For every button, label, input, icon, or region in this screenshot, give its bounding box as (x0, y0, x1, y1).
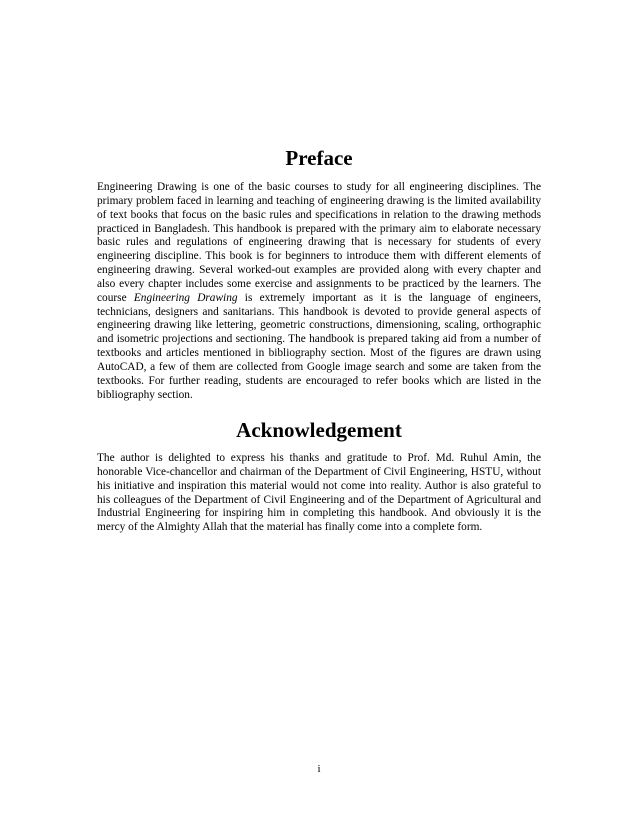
preface-text-part-2: is extremely important as it is the language of engineers, technicians, designers and sanitarians. This handbook is devoted to provide general aspects of engineering drawing like lettering, geometric constructions, dimensioning, scaling, orthographic and isometric projections and sectioning. The handbook is prepared taking aid from a number of textbooks and articles mentioned in bibliography section. Most of the figures are drawn using AutoCAD, a few of them are collected from Google image search and some are taken from the textbooks. For further reading, students are encouraged to refer books which are listed in the bibliography section. (97, 291, 541, 401)
course-name-italic: Engineering Drawing (133, 291, 238, 304)
acknowledgement-heading: Acknowledgement (236, 418, 402, 442)
preface-heading: Preface (285, 146, 353, 170)
preface-text-part-1: Engineering Drawing is one of the basic courses to study for all engineering disciplines. The primary problem faced in learning and teaching of engineering drawing is the limited availability of text books that focus on the basic rules and specifications in relation to the drawing methods practiced in Bangladesh. This handbook is prepared with the primary aim to elaborate necessary basic rules and regulations of engineering drawing that is necessary for students of every engineering discipline. This book is for beginners to introduce them with different elements of engineering drawing. Several worked-out examples are provided along with every chapter and also every chapter includes some exercise and assignments to be practiced by the learners. The course (97, 181, 541, 304)
acknowledgement-paragraph: The author is delighted to express his thanks and gratitude to Prof. Md. Ruhul Amin, the honorable Vice-chancellor and chairman of the Department of Civil Engineering, HSTU, without his initiative and inspiration this material would not come into reality. Author is also grateful to his colleagues of the Department of Civil Engineering and of the Department of Agricultural and Industrial Engineering for inspiring him in completing this handbook. And obviously it is the mercy of the Almighty Allah that the material has finally come into a complete form. (97, 452, 541, 534)
page-number: i (317, 763, 321, 775)
preface-paragraph (97, 181, 541, 403)
